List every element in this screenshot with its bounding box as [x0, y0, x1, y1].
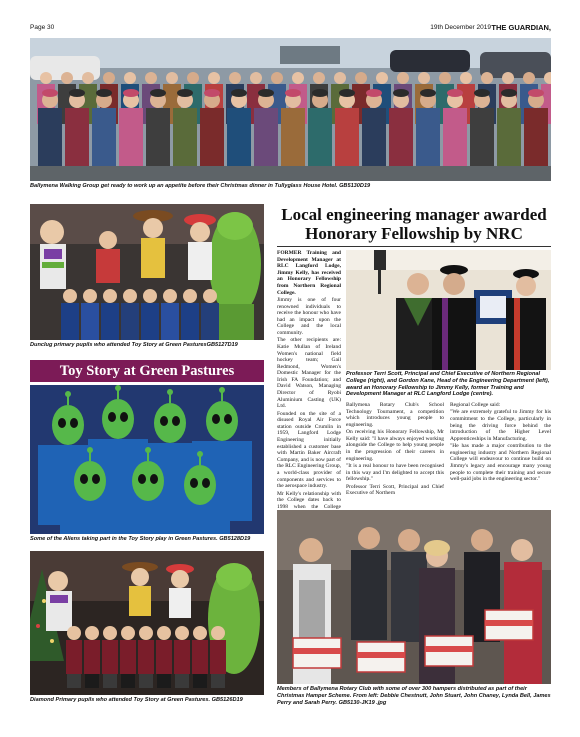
- article-lead: FORMER Training and Development Manager at RLC Langford Lodge, Jimmy Kelly, has received an Honorary Fellowship from Northern Regional College.: [277, 250, 341, 296]
- aliens-caption: Some of the Aliens taking part in the Toy Story play in Green Pastures. GB5128D19: [30, 536, 251, 542]
- article-headline: Local engineering manager awarded Honorary Fellowship by NRC: [281, 205, 547, 243]
- aliens-photo: [30, 385, 264, 534]
- page-header: [30, 22, 551, 34]
- fellowship-caption: Professor Terri Scott, Principal and Chief Executive of Northern Regional College (right), and Gordon Kane, Head of the Engineering Department (left), award an Honorary Fellowship to Jimmy Kelly, former Training and Development Manager at RLC Langford Lodge (centre).: [346, 371, 550, 398]
- buzz-costume: [40, 220, 66, 289]
- diamond-caption: Diamond Primary pupils who attended Toy Story at Green Pastures. GB5126D19: [30, 697, 243, 703]
- dunclug-photo: [30, 204, 264, 340]
- paragraph: The other recipients are: Katie Mullan of Ireland Women's national field hockey team; Gail Redmond, Women's Domestic Manager for the Irish FA Foundation; and David Watson, Managing Director of Ryobi Aluminium Casting (UK) Ltd.: [277, 337, 341, 410]
- diamond-photo: [30, 551, 264, 695]
- paragraph: Founded on the site of a disused Royal Air Force station outside Crumlin in 1959, Langford Lodge Engineering initially established a customer base with Martin Baker Aircraft Company, and is now part of the RLC Engineering Group, a world-class provider of components and services to the aerospace industry.: [277, 410, 341, 490]
- article-column-3: [450, 402, 551, 484]
- issue-date: 19th December 2019: [430, 24, 491, 31]
- article-column-2: [346, 402, 444, 498]
- paragraph: Mr Kelly's relationship with the College dates back to 1998 when the College: [277, 490, 341, 510]
- paragraph: Jimmy is one of four renowned individuals to receive the honour who have had an impact upon the College and the local community.: [277, 296, 341, 336]
- headline-rule: [277, 246, 551, 247]
- walking-group-photo: [30, 38, 551, 181]
- walking-group-caption: Ballymena Walking Group get ready to work up an appetite before their Christmas dinner in Tullyglass House Hotel. GB5130D19: [30, 183, 371, 189]
- paragraph: Professor Terri Scott, Principal and Chief Executive of Northern: [346, 483, 444, 497]
- page-number: Page 30: [30, 24, 55, 31]
- masthead: THE GUARDIAN,: [491, 23, 551, 32]
- rotary-caption: Members of Ballymena Rotary Club with some of over 300 hampers distributed as part of their Christmas Hamper Scheme. From left: Debbie Chestnutt, John Stuart, John Chaney, Lynda Bell, James Perry and Sarah Perry. GB5130-JK19 .jpg: [277, 686, 551, 706]
- rotary-photo: [277, 510, 551, 684]
- toy-story-banner: Toy Story at Green Pastures: [30, 360, 264, 382]
- fellowship-photo: [346, 250, 551, 370]
- paragraph: "He has made a major contribution to the engineering industry and Northern Regional College will endeavour to continue build on Jimmy's legacy and encourage many young people to complete their training and secure well-paid jobs in the engineering sector.": [450, 443, 551, 483]
- paragraph: "It is a real honour to have been recognised in this way and I'm delighted to accept this fellowship.": [346, 462, 444, 483]
- paragraph: "We are extremely grateful to Jimmy for his commitment to the College, particularly in being the driving force behind the introduction of the Higher Level Apprenticeships in Manufacturing.: [450, 409, 551, 442]
- dunclug-caption: Dunclug primary pupils who attended Toy Story at Green PasturesGB5127D19: [30, 342, 238, 348]
- paragraph: Regional College said:: [450, 402, 501, 408]
- paragraph: Ballymena Rotary Club's School Technology Tournament, a competition which introduces young people to engineering.: [346, 402, 444, 428]
- paragraph: On receiving his Honorary Fellowship, Mr Kelly said: "I have always enjoyed working alongside the College to help young people in the progression of their careers in engineering.: [346, 429, 444, 462]
